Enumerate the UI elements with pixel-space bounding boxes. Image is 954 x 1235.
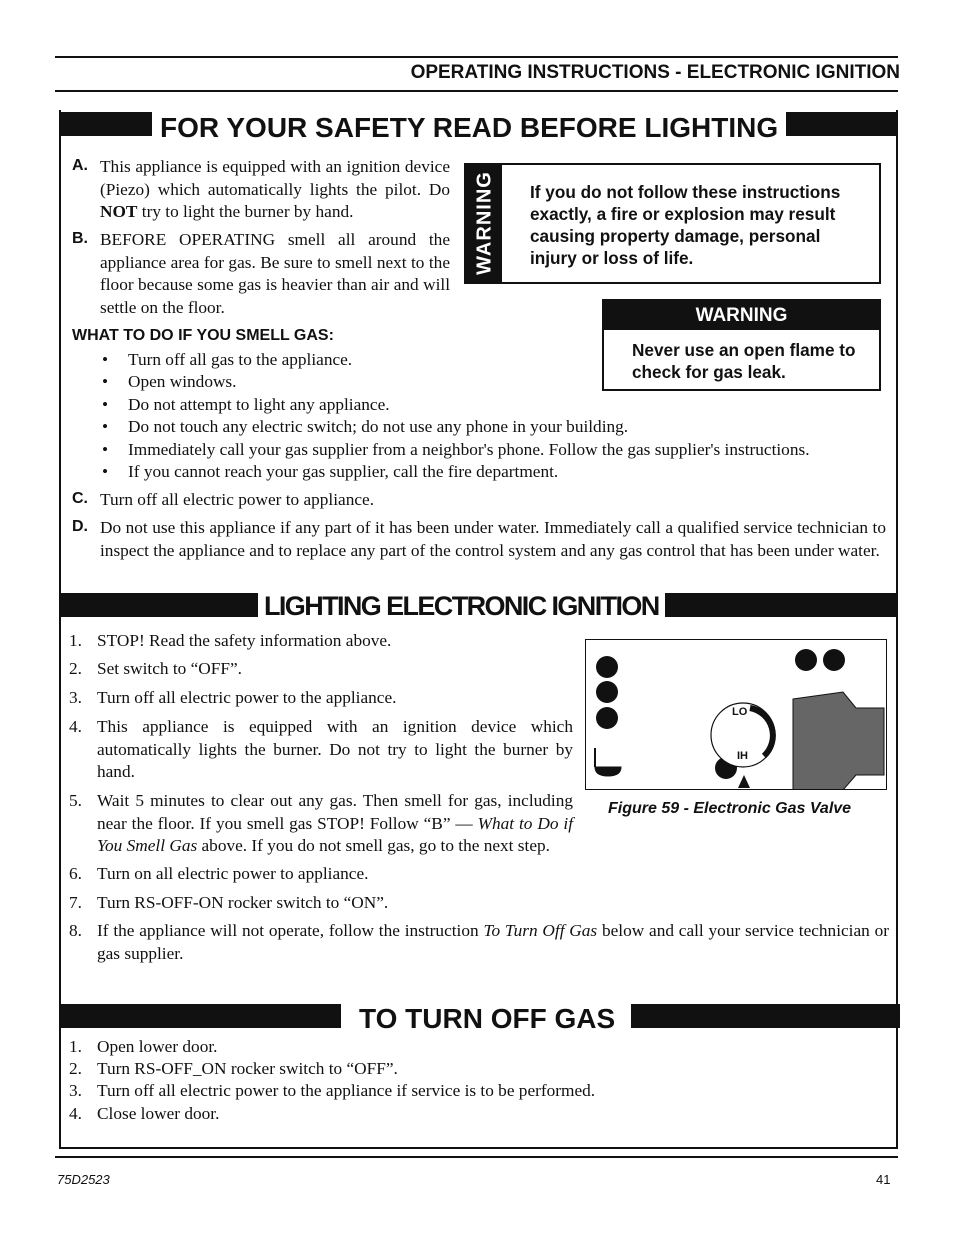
step-number: 2. bbox=[69, 659, 82, 678]
bullet-dot: • bbox=[102, 440, 109, 459]
item-b-label: B. bbox=[72, 230, 88, 247]
safety-title: FOR YOUR SAFETY READ BEFORE LIGHTING bbox=[152, 111, 786, 145]
valve-port-icon bbox=[596, 707, 618, 729]
turnoff-step: Turn off all electric power to the appliance if service is to be performed. bbox=[97, 1081, 596, 1100]
lighting-step: Turn RS-OFF-ON rocker switch to “ON”. bbox=[97, 893, 389, 912]
step-number: 3. bbox=[69, 1081, 82, 1100]
figure-caption: Figure 59 - Electronic Gas Valve bbox=[608, 800, 852, 817]
section-header: OPERATING INSTRUCTIONS - ELECTRONIC IGNITION bbox=[410, 62, 900, 83]
bullet-item: Open windows. bbox=[128, 372, 237, 391]
step-number: 4. bbox=[69, 1104, 82, 1123]
footer-rule bbox=[55, 1156, 898, 1158]
warning-fire-text: If you do not follow these instructions exactly, a fire or explosion may result causing property damage, personal injury or loss of life. bbox=[530, 182, 841, 268]
knob-label-lo: LO bbox=[732, 706, 748, 718]
smell-gas-heading: WHAT TO DO IF YOU SMELL GAS: bbox=[72, 327, 334, 344]
step-number: 1. bbox=[69, 1037, 82, 1056]
lighting-step: This appliance is equipped with an ignition device which automatically lights the burner. Do not try to light the burner by hand. bbox=[97, 717, 573, 781]
lighting-title: LIGHTING ELECTRONIC IGNITION bbox=[258, 589, 665, 623]
knob-pointer-icon bbox=[738, 775, 750, 788]
valve-body-icon bbox=[793, 692, 884, 789]
step-number: 7. bbox=[69, 893, 82, 912]
valve-port-icon bbox=[795, 649, 817, 671]
warning-side-label-bg bbox=[466, 165, 502, 282]
turnoff-step: Open lower door. bbox=[97, 1037, 218, 1056]
step-number: 4. bbox=[69, 717, 82, 736]
lighting-step: If the appliance will not operate, follow the instruction To Turn Off Gas below and call your service technician or gas supplier. bbox=[97, 921, 889, 963]
turnoff-step: Close lower door. bbox=[97, 1104, 220, 1123]
doc-number: 75D2523 bbox=[57, 1172, 110, 1187]
step-number: 8. bbox=[69, 921, 82, 940]
bullet-dot: • bbox=[102, 350, 109, 369]
bullet-item: If you cannot reach your gas supplier, call the fire department. bbox=[128, 462, 559, 481]
valve-outlet-icon bbox=[595, 748, 621, 776]
bullet-item: Do not touch any electric switch; do not use any phone in your building. bbox=[128, 417, 629, 436]
item-b-text: BEFORE OPERATING smell all around the appliance area for gas. Be sure to smell next to the floor because some gas is heavier than air and will settle on the floor. bbox=[100, 230, 450, 317]
step-number: 1. bbox=[69, 631, 82, 650]
page-number: 41 bbox=[876, 1172, 891, 1187]
lighting-step: Wait 5 minutes to clear out any gas. Then smell for gas, including near the floor. If you smell gas STOP! Follow “B” — What to Do if You Smell Gas above. If you do not smell gas, go to the next step. bbox=[97, 791, 573, 855]
step-number: 2. bbox=[69, 1059, 82, 1078]
warning-box-flame bbox=[602, 299, 881, 391]
bullet-item: Immediately call your gas supplier from a neighbor's phone. Follow the gas supplier's instructions. bbox=[128, 440, 810, 459]
lighting-step: Set switch to “OFF”. bbox=[97, 659, 242, 678]
lighting-step: Turn off all electric power to the appliance. bbox=[97, 688, 397, 707]
step-number: 5. bbox=[69, 791, 82, 810]
step-number: 3. bbox=[69, 688, 82, 707]
top-rule bbox=[55, 56, 898, 58]
turnoff-title: TO TURN OFF GAS bbox=[341, 1002, 631, 1036]
knob-label-hi: IH bbox=[737, 750, 748, 762]
item-d-text: Do not use this appliance if any part of it has been under water. Immediately call a qualified service technician to inspect the appliance and to replace any part of the control system and any gas control that has been under water. bbox=[100, 518, 886, 560]
item-c-label: C. bbox=[72, 490, 88, 507]
warning-side-label: WARNING bbox=[473, 171, 496, 275]
item-a-body: This appliance is equipped with an ignition device (Piezo) which automatically lights the pilot. Do NOT try to light the burner by hand. bbox=[100, 157, 450, 221]
bullet-item: Do not attempt to light any appliance. bbox=[128, 395, 390, 414]
warning-flame-text: Never use an open flame to check for gas leak. bbox=[632, 340, 856, 382]
lighting-step: STOP! Read the safety information above. bbox=[97, 631, 392, 650]
item-a-text bbox=[100, 156, 450, 224]
bullet-dot: • bbox=[102, 372, 109, 391]
item-a-label: A. bbox=[72, 157, 88, 174]
turnoff-step: Turn RS-OFF_ON rocker switch to “OFF”. bbox=[97, 1059, 398, 1078]
gas-valve-figure bbox=[585, 639, 887, 790]
valve-port-icon bbox=[823, 649, 845, 671]
bullet-item: Turn off all gas to the appliance. bbox=[128, 350, 353, 369]
warning-box-fire bbox=[464, 163, 881, 284]
valve-port-icon bbox=[596, 656, 618, 678]
turnoff-bar-left bbox=[59, 1004, 341, 1028]
item-c-text: Turn off all electric power to appliance. bbox=[100, 490, 375, 509]
bullet-dot: • bbox=[102, 395, 109, 414]
bullet-dot: • bbox=[102, 417, 109, 436]
item-d-label: D. bbox=[72, 518, 88, 535]
warning-flame-head: WARNING bbox=[604, 301, 879, 330]
header-rule bbox=[55, 90, 898, 92]
bullet-dot: • bbox=[102, 462, 109, 481]
step-number: 6. bbox=[69, 864, 82, 883]
valve-port-icon bbox=[596, 681, 618, 703]
lighting-step: Turn on all electric power to appliance. bbox=[97, 864, 369, 883]
